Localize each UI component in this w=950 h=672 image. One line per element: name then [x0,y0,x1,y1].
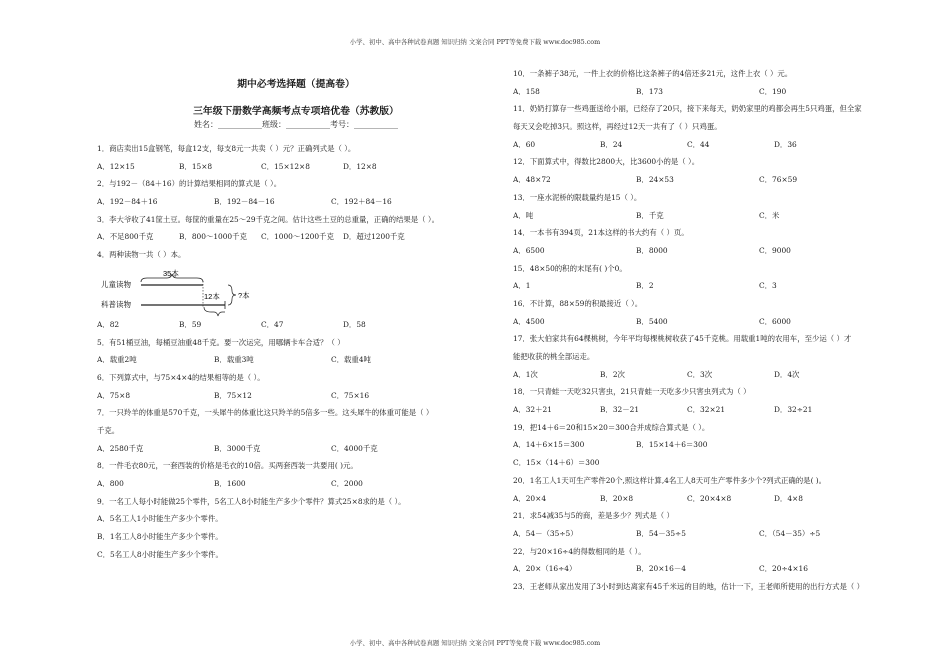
option-choice[interactable]: A．载重2吨 [97,355,137,365]
option-choice[interactable]: A．800 [97,479,124,488]
option-choice[interactable]: A．82 [97,319,120,329]
option-choice[interactable]: A．54－（35÷5） [513,528,578,538]
option-choice[interactable]: A．4500 [513,316,545,326]
option-row [97,390,495,408]
option-choice[interactable]: B．54－35÷5 [636,528,686,538]
option-choice[interactable]: C．32×21 [687,405,726,415]
option-choice[interactable]: C．2000 [331,479,363,488]
question-text: 23．王老师从家出发用了3小时到达离家有45千米远的目的地，估计一下，王老师所使用的出行方式是（ ） [513,581,865,591]
page-header: 小学、初中、高中各种试卷真题 知识归纳 文案合同 PPT等免费下载 www.doc985.com [349,38,601,46]
option-choice[interactable]: C．载重4吨 [331,355,371,365]
option-choice[interactable]: A．60 [513,139,536,149]
option-choice[interactable]: B．15×14＋6＝300 [636,440,708,450]
option-row [513,369,913,387]
left-column [97,70,495,566]
option-choice[interactable]: A．吨 [513,210,534,220]
option-choice[interactable]: B．24 [600,139,623,149]
question-text: 13．一座水泥桥的限载量约是15（ ）。 [513,192,642,202]
option-choice[interactable]: A．20×（16÷4） [513,564,577,574]
question-text: 20．1名工人1天可生产零件20个,照这样计算,4名工人8天可生产零件多少个?列式正确的是( )。 [513,475,827,485]
option-choice[interactable]: A．6500 [513,245,545,255]
option-choice[interactable]: C．44 [687,139,710,149]
question-text: 1．商店卖出15盒钢笔，每盒12支，每支8元一共卖（ ）元？正确列式是（ ）。 [97,144,356,153]
option-choice[interactable]: C．190 [759,86,787,96]
bar-model-diagram [97,267,495,319]
option-choice[interactable]: C．（54－35）÷5 [759,528,821,538]
option-row [513,457,913,475]
question-text: 11．奶奶打算存一些鸡蛋送给小丽，已经存了20只，接下来每天，奶奶家里的鸡都会再生5只鸡蛋，但全家 [513,104,862,114]
question-text: 7．一只羚羊的体重是570千克，一头犀牛的体重比这只羚羊的5倍多一些。这头犀牛的体重可能是（ ） [97,408,434,418]
option-choice[interactable]: C．76×59 [759,175,798,185]
left-question-list [97,143,495,513]
option-row [97,231,495,249]
option-choice[interactable]: B．3000千克 [214,443,261,453]
option-choice[interactable]: A．75×8 [97,390,131,400]
top-brace [141,274,203,282]
option-choice[interactable]: B．5400 [636,316,668,326]
option-choice[interactable]: A．20×4 [513,493,547,503]
diagram-top-label: 35本 [163,268,179,278]
question-text: 能把收获的桃全部运走。 [513,352,595,361]
question-text: 19．把14＋6＝20和15×20＝300合并成综合算式是（ ）。 [513,422,710,432]
q9-options [97,513,495,566]
option-choice[interactable]: B．59 [179,319,202,329]
exam-title: 期中必考选择题（提高卷） [237,79,355,90]
option-choice[interactable]: C．20÷4×16 [759,564,808,574]
question-text: 8．一件毛衣80元，一套西装的价格是毛衣的10倍。买两套西装一共要用( )元。 [97,461,358,471]
option-choice[interactable]: B．1名工人8小时能生产多少个零件。 [97,532,223,542]
question-text: 6．下列算式中，与75×4×4的结果相等的是（ ）。 [97,372,265,382]
question-text: 10．一条裤子38元，一件上衣的价格比这条裤子的4倍还多21元，这件上衣（ ）元。 [513,69,793,78]
question-text: 4．两种读物一共（ ）本。 [97,250,186,260]
option-choice[interactable]: D．58 [343,319,366,329]
option-choice[interactable]: B．800～1000千克 [179,232,247,242]
question-text: 9．一名工人每小时能做25个零件，5名工人8小时能生产多少个零件？算式25×8求的是（ ）。 [97,496,406,506]
option-choice[interactable]: A．192－84＋16 [97,197,158,207]
option-row [513,245,913,263]
option-choice[interactable]: B．24×53 [636,175,674,185]
option-choice[interactable]: D．36 [774,139,797,149]
question-text: 3．李大爷收了41筐土豆。每筐的重量在25～29千克之间。估计这些土豆的总重量，正确的结果是（ ）。 [97,214,439,224]
option-choice[interactable]: C．1000～1200千克 [261,232,334,242]
question-text: 每天又会吃掉3只。照这样，再经过12天一共有了（ ）只鸡蛋。 [513,122,722,132]
option-choice[interactable]: B．20×8 [600,493,634,503]
option-choice[interactable]: C．4000千克 [331,443,378,453]
question-text: 17．张大伯家共有64棵桃树，今年平均每棵桃树收获了45千克桃。用载重1吨的农用车，至少运（ ）才 [513,334,852,344]
option-choice[interactable]: C．5名工人8小时能生产多少个零件。 [97,549,223,559]
option-choice[interactable]: D．超过1200千克 [343,232,405,242]
question-text: 16．不计算，88×59的积最接近（ ）。 [513,298,643,308]
option-row [97,319,495,337]
option-choice[interactable]: A．32＋21 [513,405,552,415]
option-choice[interactable]: C．米 [759,210,780,220]
bar-model-graphic [101,267,271,319]
question-text: 15．48×50的积的末尾有( )个0。 [513,263,627,273]
option-row [97,478,495,496]
option-choice[interactable]: B．192－84－16 [214,197,275,207]
option-choice[interactable]: D．4次 [774,369,800,379]
option-choice[interactable]: B．8000 [636,245,668,255]
option-row [513,86,913,104]
diagram-label-children: 儿童读物 [101,279,131,289]
option-choice[interactable]: C．47 [261,319,284,329]
option-choice[interactable]: C．6000 [759,316,791,326]
option-choice[interactable]: A．2580千克 [97,443,144,453]
option-choice[interactable]: B．75×12 [214,390,252,400]
question-text: 5．有51桶豆油，每桶豆油重48千克。要一次运完，用哪辆卡车合适？（ ） [97,337,345,347]
option-row [513,404,913,422]
student-info-line: 姓名：___________班级：___________考号：___________ [194,120,398,129]
option-choice[interactable]: C．192＋84－16 [331,197,392,207]
option-choice[interactable]: A．158 [513,86,540,96]
option-choice[interactable]: A．1 [513,281,531,291]
option-choice[interactable]: D．12×8 [343,161,377,171]
option-choice[interactable]: B．2 [636,281,654,291]
diagram-total-label: ?本 [238,290,250,300]
option-choice[interactable]: C．20×4×8 [687,493,732,503]
question-text: 18．一只青蛙一天吃32只害虫，21只青蛙一天吃多少只害虫列式为（ ） [513,387,751,397]
diagram-diff-label: 12本 [204,291,220,301]
question-text: 千克。 [97,425,120,435]
option-choice[interactable]: C．75×16 [331,390,370,400]
option-row [513,528,913,546]
option-choice[interactable]: B．15×8 [179,161,213,171]
option-choice[interactable]: C．3 [759,281,777,291]
option-choice[interactable]: A．48×72 [513,175,551,185]
option-row [97,443,495,461]
page-footer: 小学、初中、高中各种试卷真题 知识归纳 文案合同 PPT等免费下载 www.doc985.com [349,639,601,647]
option-choice[interactable]: C．9000 [759,245,791,255]
right-question-list [513,68,913,599]
total-brace [228,285,236,305]
option-choice[interactable]: B．173 [636,86,663,96]
question-text: 12．下面算式中，得数比2800大，比3600小的是（ ）。 [513,157,700,167]
question-text: 2．与192－（84＋16）的计算结果相同的算式是（ ）。 [97,179,282,189]
option-choice[interactable]: D．32÷21 [774,405,813,415]
option-row [513,280,913,298]
option-choice[interactable]: C．3次 [687,369,713,379]
diff-brace [204,307,225,316]
option-choice[interactable]: B．20×16－4 [636,564,686,574]
option-choice[interactable]: D．4×8 [774,493,803,503]
option-row [513,210,913,228]
option-choice[interactable]: A．1次 [513,369,538,379]
option-row [513,139,913,157]
option-row [97,161,495,179]
option-row [513,439,913,457]
option-choice[interactable]: B．1600 [214,479,246,488]
option-choice[interactable]: B．32－21 [600,405,640,415]
option-choice[interactable]: C．15×（14＋6）＝300 [513,458,600,468]
option-row [513,493,913,511]
option-choice[interactable]: C．15×12×8 [261,161,310,171]
option-row [97,196,495,214]
option-choice[interactable]: A．12×15 [97,161,135,171]
option-row [513,563,913,581]
option-row [513,316,913,334]
option-choice[interactable]: A．不足800千克 [97,232,154,242]
exam-subtitle: 三年级下册数学高频考点专项培优卷（苏教版） [193,106,399,117]
option-row [97,354,495,372]
option-choice[interactable]: A．14＋6×15＝300 [513,440,585,450]
right-column [513,68,913,599]
diagram-label-science: 科普读物 [101,299,131,309]
question-text: 21．求54减35与5的商，差是多少？列式是（ ） [513,511,674,521]
question-text: 22．与20×16÷4的得数相同的是（ ）。 [513,546,646,556]
question-text: 14．一本书有394页，21本这样的书大约有（ ）页。 [513,228,689,238]
option-choice[interactable]: B．千克 [636,210,664,220]
option-choice[interactable]: A．5名工人1小时能生产多少个零件。 [97,514,223,524]
option-choice[interactable]: B．2次 [600,369,625,379]
option-choice[interactable]: B．载重3吨 [214,355,254,365]
option-row [513,174,913,192]
